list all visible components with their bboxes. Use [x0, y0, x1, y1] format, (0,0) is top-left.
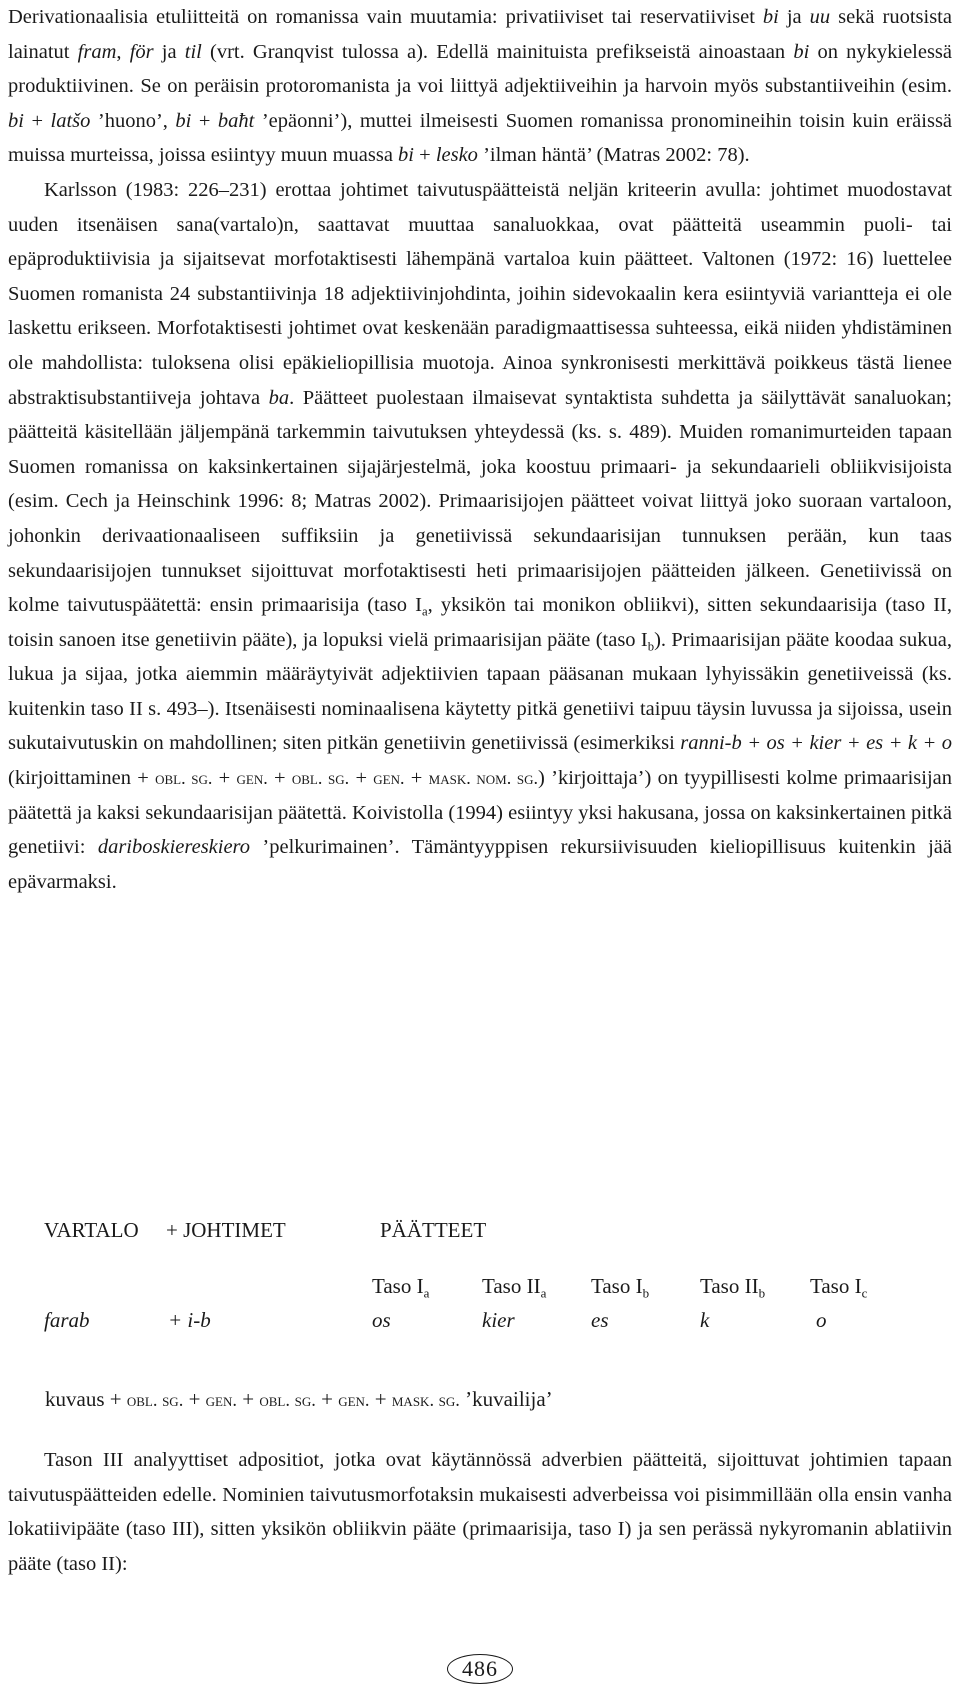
gloss-abbreviation: gen.: [236, 768, 268, 789]
gloss-abbreviation: obl. sg.: [291, 768, 350, 789]
example-word: latšo: [50, 109, 91, 132]
text-run: ,: [116, 40, 130, 63]
gloss-abbreviation: gen.: [205, 1390, 238, 1410]
gloss-abbreviation: gen.: [338, 1390, 370, 1410]
table-cell-ending: k: [700, 1308, 710, 1332]
gloss-abbreviation: gen.: [373, 768, 405, 789]
level-label-sub: a: [423, 1285, 430, 1301]
gloss-line: [45, 1387, 553, 1412]
example-word: för: [129, 40, 154, 63]
table-cell-suffix: + i-b: [168, 1308, 211, 1332]
gloss-abbreviation: obl. sg.: [259, 1390, 316, 1410]
text-run: (kirjoittaminen +: [8, 767, 156, 790]
page-body: [8, 0, 953, 1575]
level-label: [372, 1274, 429, 1299]
example-word: baћt: [217, 109, 255, 132]
text-run: +: [267, 767, 292, 790]
text-run: ’epäonni’), muttei ilmeisesti Suomen romanissa pronomineihin toisin kuin eräissä muissa murteissa, joissa esiintyy muun muassa: [8, 109, 953, 167]
level-label: [591, 1274, 649, 1299]
subscript: a: [422, 604, 428, 619]
table-example-row: [8, 1308, 952, 1342]
text-run: +: [349, 767, 374, 790]
gloss-translation: ’kuvailija’: [459, 1387, 553, 1411]
paragraph-derivation-vs-inflection: [8, 173, 952, 899]
level-label-base: Taso II: [700, 1274, 759, 1298]
table-cell-ending: o: [816, 1308, 827, 1332]
example-word: uu: [809, 6, 831, 28]
text-run: . Päätteet puolestaan ilmaisevat syntaktista suhdetta ja säilyttävät sanaluokan; päätteitä käsitellään jäljempänä tarkemmin taivutuksen yhteydessä (ks. s. 489). Muiden romanimurteiden tapaan Suomen romanissa on kaksinkertainen sijajärjestelmä, joka koostuu primaari- ja sekundaarieli obliikvisijoista (esim. Cech ja Heinschink 1996: 8; Matras 2002). Primaarisijojen päätteet voivat liittyä joko suoraan vartaloon, johonkin derivaationaaliseen suffiksiin ja genetiivissä sekundaarisijan tunnuksen perään, kun taas sekundaarisijojen tunnukset sijoittuvat morfotaktisesti heti primaarisijojen päätteiden jälkeen. Genetiivissä on kolme taivutuspäätettä: ensin primaarisija (taso I: [8, 386, 952, 617]
page-number: 486: [447, 1654, 513, 1684]
text-run: Derivationaalisia etuliitteitä on romanissa vain muutamia: privatiiviset tai reservatiiviset: [8, 6, 763, 28]
text-run: +: [237, 1387, 260, 1411]
example-word: bi: [398, 144, 414, 167]
text-run: ’ilman häntä’ (Matras 2002: 78).: [477, 144, 750, 167]
level-label-sub: a: [540, 1285, 547, 1301]
level-label: [700, 1274, 765, 1299]
text-run: ’huono’,: [90, 109, 176, 132]
text-run: on nykykielessä produktiivinen. Se on peräisin protoromanista ja voi liittyä adjektiiveihin ja harvoin myös substantiiveihin (esim.: [8, 40, 953, 98]
table-cell-ending: es: [591, 1308, 609, 1332]
text-run: ’pelkurimainen’. Tämäntyyppisen rekursiivisuuden kieliopillisuus kuitenkin jää epävarmaksi.: [8, 836, 952, 893]
level-label-sub: b: [642, 1285, 650, 1301]
table-cell-ending: kier: [482, 1308, 515, 1332]
gloss-abbreviation: obl. sg.: [155, 768, 213, 789]
morpheme-table: [8, 1218, 952, 1342]
page-number-area: [0, 1654, 960, 1684]
text-run: , yksikön tai monikon obliikvi), sitten sekundaarisija (taso II, toisin sanoen itse genetiivin pääte), ja lopuksi vielä primaarisijan pääte (taso I: [8, 594, 953, 651]
column-header-endings: PÄÄTTEET: [380, 1218, 487, 1242]
gloss-abbreviation: mask. sg.: [391, 1390, 460, 1410]
text-run: +: [369, 1387, 392, 1411]
column-header-stem: VARTALO: [44, 1218, 139, 1242]
level-label-sub: c: [861, 1285, 868, 1301]
table-levels-row: [8, 1274, 952, 1308]
gloss-word: kuvaus +: [45, 1387, 127, 1411]
text-run: ja: [153, 40, 185, 63]
text-run: +: [183, 1387, 206, 1411]
example-word: til: [184, 40, 202, 63]
text-run: +: [404, 767, 429, 790]
example-word: lesko: [435, 144, 478, 167]
example-word: fram: [77, 40, 117, 63]
text-run: +: [23, 109, 51, 132]
level-label-base: Taso I: [810, 1274, 862, 1298]
table-cell-ending: os: [372, 1308, 391, 1332]
example-word: bi: [793, 40, 810, 63]
table-spacer: [8, 1252, 952, 1274]
example-word: dariboskiereskiero: [97, 836, 251, 859]
subscript: b: [647, 639, 655, 654]
text-run: +: [212, 767, 237, 790]
text-run: (vrt. Granqvist tulossa a). Edellä mainituista prefikseistä ainoastaan: [201, 40, 794, 63]
text-run: +: [191, 109, 218, 132]
text-run: +: [315, 1387, 339, 1411]
table-cell-stem: farab: [44, 1308, 90, 1332]
text-run: ja: [778, 6, 810, 28]
paragraph-adpositions: Tason III analyyttiset adpositiot, jotka ovat käytännössä adverbien päätteitä, sijoittuvat johtimien tapaan taivutuspäätteiden edelle. Nominien taivutusmorfotaksin mukaisesti adverbeissa voi pisimmillään olla ensin vanha lokatiivipääte (taso III), sitten yksikön obliikvin pääte (primaarisija, taso I) ja sen perässä nykyromanin ablatiivin pääte (taso II):: [8, 1449, 952, 1575]
example-word: bi: [8, 109, 24, 132]
level-label-base: Taso I: [372, 1274, 424, 1298]
column-header-suffixes: + JOHTIMET: [166, 1218, 286, 1242]
example-word: bi: [762, 6, 779, 28]
gloss-abbreviation: obl. sg.: [126, 1390, 184, 1410]
example-word: ranni-b + os + kier + es + k + o: [680, 732, 952, 755]
paragraph-derivational-prefixes: [8, 0, 952, 173]
example-word: bi: [175, 109, 192, 132]
level-label-sub: b: [758, 1285, 766, 1301]
level-label-base: Taso I: [591, 1274, 643, 1298]
example-word: ba: [268, 386, 290, 409]
gloss-abbreviation: mask. nom. sg.: [428, 768, 539, 789]
level-label: [482, 1274, 546, 1299]
text-run: sekä ruotsista lainatut: [8, 6, 952, 63]
level-label-base: Taso II: [482, 1274, 541, 1298]
text-run: Karlsson (1983: 226–231) erottaa johtimet taivutuspäätteistä neljän kriteerin avulla: johtimet muodostavat uuden itsenäisen sana(vartalo)n, saattavat muuttaa sanaluokkaa, ovat päätteitä useammin puoli- tai epäproduktiivisia ja sijaitsevat morfotaktisesti lähempänä vartaloa kuin päätteet. Valtonen (1972: 16) luettelee Suomen romanista 24 substantiivinja 18 adjektiivinjohdinta, joihin sidevokaalin kera esiintyviä variantteja ei ole laskettu erikseen. Morfotaktisesti johtimet ovat keskenään paradigmaattisessa suhteessa, eikä niiden yhdistäminen ole mahdollista: tuloksena olisi epäkieliopillisia muotoja. Ainoa synkronisesti merkittävä poikkeus tästä lienee abstraktisubstantiiveja johtava: [8, 178, 952, 409]
level-label: [810, 1274, 867, 1299]
text-run: ) ’kirjoittaja’) on tyypillisesti kolme primaarisijan päätettä ja kaksi sekundaarisijan päätettä. Koivistolla (1994) esiintyy yksi hakusana, jossa on kaksinkertainen pitkä genetiivi:: [8, 767, 952, 859]
text-run: ). Primaarisijan pääte koodaa sukua, lukua ja sijaa, jotka aiemmin määräytyivät adjektiivien tapaan pääsanan mukaan lyhyissäkin genetiiveissä (ks. kuitenkin taso II s. 493–). Itsenäisesti nominaalisena käytetty pitkä genetiivi taipuu täysin luvussa ja sijoissa, usein sukutaivutuskin on mahdollinen; siten pitkän genetiivin genetiivissä (esimerkiksi: [8, 628, 952, 755]
text-run: +: [414, 144, 436, 167]
table-header-row: [8, 1218, 952, 1252]
